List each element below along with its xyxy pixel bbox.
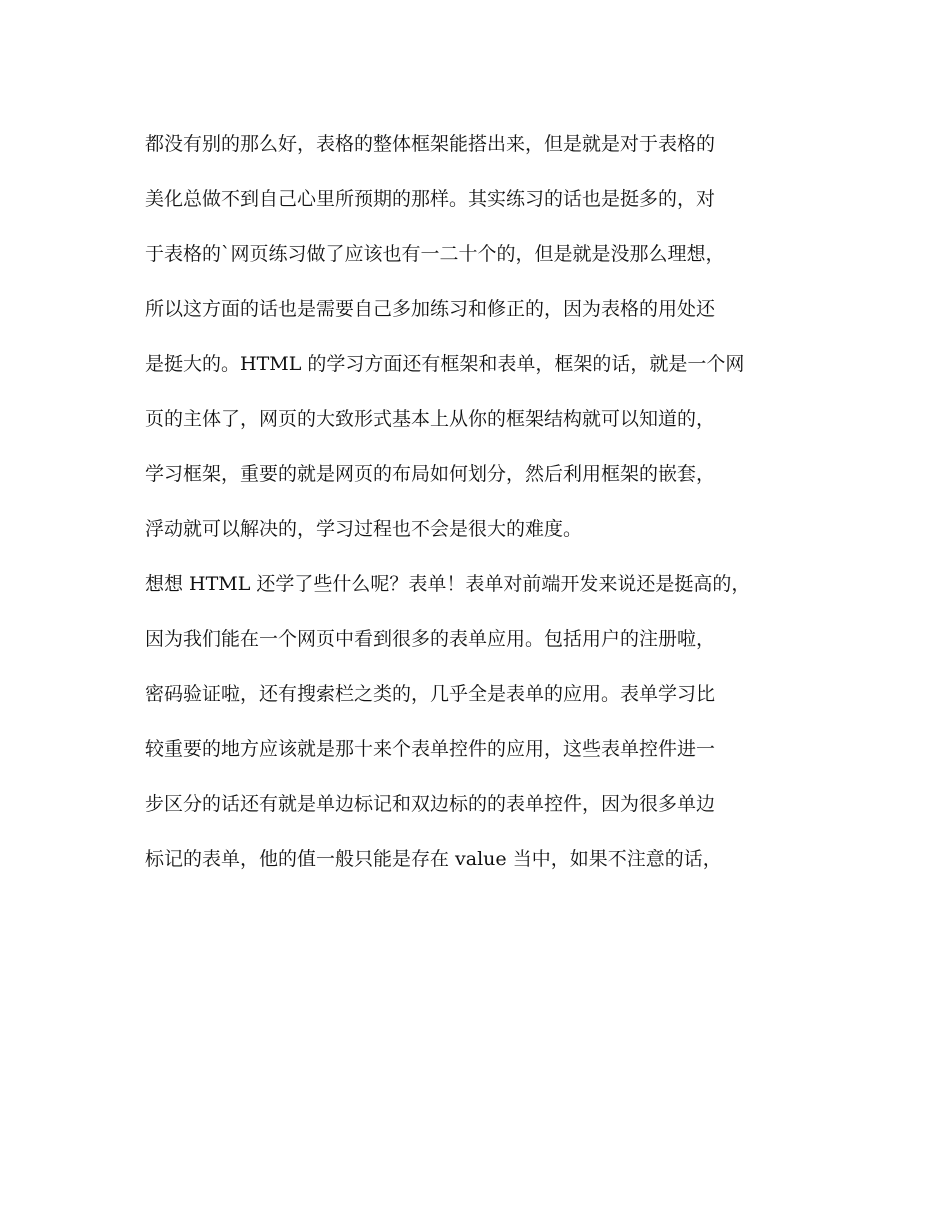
text-line: 标记的表单，他的值一般只能是存在 value 当中，如果不注意的话， (145, 848, 722, 870)
text-line: 因为我们能在一个网页中看到很多的表单应用。包括用户的注册啦， (145, 628, 716, 650)
text-line: 是挺大的。HTML 的学习方面还有框架和表单，框架的话，就是一个网 (145, 353, 745, 375)
text-line: 页的主体了，网页的大致形式基本上从你的框架结构就可以知道的， (145, 408, 716, 430)
text-line: 学习框架，重要的就是网页的布局如何划分，然后利用框架的嵌套， (145, 463, 716, 485)
body-text (145, 120, 805, 890)
text-line: 于表格的`网页练习做了应该也有一二十个的，但是就是没那么理想， (145, 243, 725, 265)
text-line: 所以这方面的话也是需要自己多加练习和修正的，因为表格的用处还 (145, 298, 716, 320)
text-line: 美化总做不到自己心里所预期的那样。其实练习的话也是挺多的，对 (145, 188, 716, 210)
text-line: 步区分的话还有就是单边标记和双边标的的表单控件，因为很多单边 (145, 793, 716, 815)
text-line: 密码验证啦，还有搜索栏之类的，几乎全是表单的应用。表单学习比 (145, 683, 716, 705)
text-line: 都没有别的那么好，表格的整体框架能搭出来，但是就是对于表格的 (145, 133, 716, 155)
text-line: 浮动就可以解决的，学习过程也不会是很大的难度。 (145, 518, 583, 540)
text-line: 较重要的地方应该就是那十来个表单控件的应用，这些表单控件进一 (145, 738, 716, 760)
text-line: 想想 HTML 还学了些什么呢？表单！表单对前端开发来说还是挺高的， (145, 573, 751, 595)
